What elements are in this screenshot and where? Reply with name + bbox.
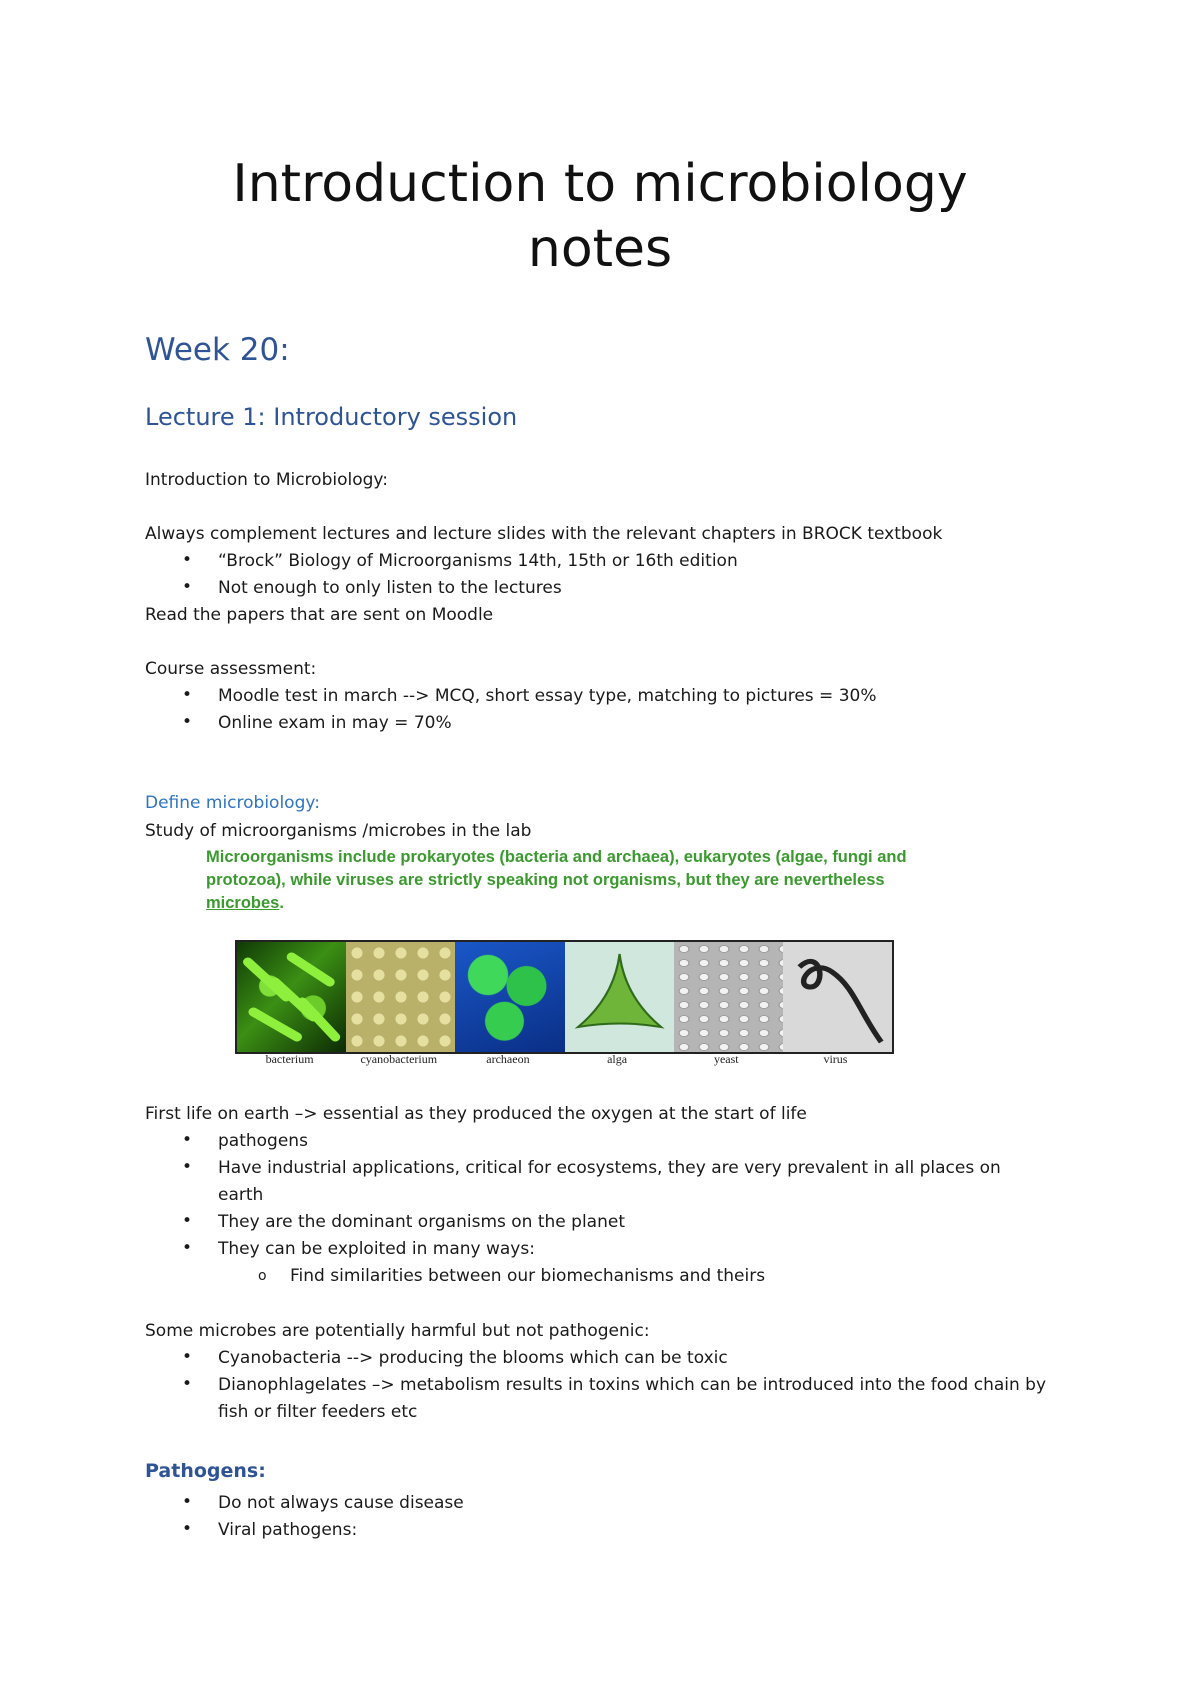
virus-image [783,942,892,1052]
yeast-image [674,942,783,1052]
lecture-heading: Lecture 1: Introductory session [145,403,518,431]
document-title-line2: notes [527,219,673,279]
caption-virus: virus [823,1052,848,1066]
microbes-link[interactable]: microbes [206,894,280,912]
archaeon-image [455,942,564,1052]
image-captions [235,1052,890,1067]
list-item: • “Brock” Biology of Microorganisms 14th, 15th or 16th edition [218,548,1048,575]
list-item: • Cyanobacteria --> producing the blooms which can be toxic [218,1345,1048,1372]
sub-list-item: o Find similarities between our biomechanisms and theirs [290,1263,765,1290]
list-item: • Do not always cause disease [218,1490,1048,1517]
list-item: • Have industrial applications, critical for ecosystems, they are very prevalent in all places on earth [218,1155,1048,1209]
list-item: • Viral pathogens: [218,1517,1048,1544]
first-life-text: First life on earth –> essential as they produced the oxygen at the start of life [145,1104,807,1124]
microorganisms-quote [206,846,926,915]
list-item: • Moodle test in march --> MCQ, short essay type, matching to pictures = 30% [218,683,1048,710]
week-heading: Week 20: [145,332,290,368]
caption-bacterium: bacterium [265,1052,314,1066]
quote-text: Microorganisms include prokaryotes (bacteria and archaea), eukaryotes (algae, fungi and protozoa), while viruses are strictly speaking not organisms, but they are nevertheless [206,848,907,889]
list-item: • Online exam in may = 70% [218,710,1048,737]
caption-alga: alga [607,1052,628,1066]
define-heading: Define microbiology: [145,793,320,813]
quote-end: . [279,894,284,912]
assessment-heading: Course assessment: [145,659,317,679]
read-papers-text: Read the papers that are sent on Moodle [145,605,494,625]
intro-heading: Introduction to Microbiology: [145,470,388,490]
list-item: • Dianophlagelates –> metabolism results in toxins which can be introduced into the food chain by fish or filter feeders etc [218,1372,1048,1426]
list-item: • pathogens [218,1128,1048,1155]
caption-yeast: yeast [713,1052,739,1066]
bacterium-image [237,942,346,1052]
microbe-image-strip [235,940,894,1054]
list-item: • They can be exploited in many ways: [218,1236,1048,1263]
alga-image [565,942,674,1052]
document-title-line1: Introduction to microbiology [232,154,968,214]
harmful-text: Some microbes are potentially harmful but not pathogenic: [145,1321,650,1341]
cyanobacterium-image [346,942,455,1052]
caption-cyanobacterium: cyanobacterium [360,1052,438,1066]
caption-archaeon: archaeon [486,1052,530,1066]
define-text: Study of microorganisms /microbes in the lab [145,821,532,841]
list-item: • They are the dominant organisms on the planet [218,1209,1048,1236]
list-item: • Not enough to only listen to the lectures [218,575,1048,602]
pathogens-heading: Pathogens: [145,1460,266,1482]
complement-text: Always complement lectures and lecture slides with the relevant chapters in BROCK textbook [145,524,943,544]
